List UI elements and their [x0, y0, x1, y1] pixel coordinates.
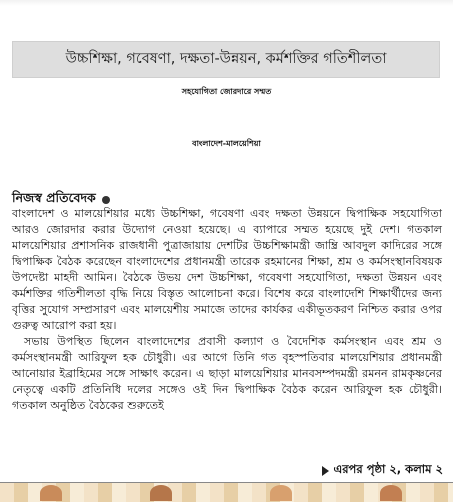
adjacent-image-fragment	[270, 485, 292, 501]
continuation-text: এরপর পৃষ্ঠা ২, কলাম ২	[333, 462, 443, 476]
continuation-note	[322, 461, 443, 480]
adjacent-image-strip	[0, 483, 453, 502]
kicker-banner	[12, 41, 440, 78]
headline-line-1: সহযোগিতা জোরদারে সম্মত	[181, 87, 272, 96]
adjacent-image-fragment	[40, 485, 62, 501]
article-paragraph-2: সভায় উপস্থিত ছিলেন বাংলাদেশের প্রবাসী কল্যাণ ও বৈদেশিক কর্মসংস্থান এবং শ্রম ও কর্মসংস্থানমন্ত্রী আরিফুল হক চৌধুরী। এর আগে তিনি গত বৃহস্পতিবার মালয়েশিয়ার প্রধানমন্ত্রী আনোয়ার ইব্রাহিমের সঙ্গে সাক্ষাৎ করেন। এ ছাড়া মালয়েশিয়ার মানবসম্পদমন্ত্রী রমনন রামকৃষ্ণনের নেতৃত্বে একটি প্রতিনিধি দলের সঙ্গেও ওই দিন দ্বিপাক্ষিক বৈঠক করেন আরিফুল হক চৌধুরী। গতকাল অনুষ্ঠিত বৈঠকের শুরুতেই	[12, 335, 442, 412]
kicker-text: উচ্চশিক্ষা, গবেষণা, দক্ষতা-উন্নয়ন, কর্মশক্তির গতিশীলতা	[65, 50, 387, 67]
adjacent-image-fragment	[150, 485, 172, 501]
article-body	[12, 206, 442, 414]
byline-text: নিজস্ব প্রতিবেদক	[12, 190, 96, 205]
clipping-edge	[0, 0, 453, 6]
headline-line-2: বাংলাদেশ-মালয়েশিয়া	[192, 139, 261, 148]
triangle-right-icon	[322, 466, 329, 476]
adjacent-image-fragment	[380, 485, 402, 501]
bullet-dot-icon	[102, 196, 110, 204]
article-paragraph-1: বাংলাদেশ ও মালয়েশিয়ার মধ্যে উচ্চশিক্ষা, গবেষণা এবং দক্ষতা উন্নয়নে দ্বিপাক্ষিক সহযোগিতা আরও জোরদার করার উদ্যোগ নেওয়া হয়েছে। এ ব্যাপারে সম্মত হয়েছে দুই দেশ। গতকাল মালয়েশিয়ার প্রশাসনিক রাজধানী পুত্রাজায়ায় দেশটির উচ্চশিক্ষামন্ত্রী জাম্ব্রি আবদুল কাদিরের সঙ্গে দ্বিপাক্ষিক বৈঠক করেছেন বাংলাদেশের প্রধানমন্ত্রী তারেক রহমানের শিক্ষা, শ্রম ও কর্মসংস্থানবিষয়ক উপদেষ্টা মাহদী আমিন। বৈঠকে উভয় দেশ উচ্চশিক্ষা, গবেষণা সহযোগিতা, দক্ষতা উন্নয়ন এবং কর্মশক্তির গতিশীলতা বৃদ্ধি নিয়ে বিস্তৃত আলোচনা করে। বিশেষ করে বাংলাদেশি শিক্ষার্থীদের জন্য বৃত্তির সুযোগ সম্প্রসারণ এবং মালয়েশীয় সমাজে তাদের কার্যকর একীভূতকরণ নিশ্চিত করার ওপর গুরুত্ব আরোপ করা হয়।	[12, 207, 442, 332]
